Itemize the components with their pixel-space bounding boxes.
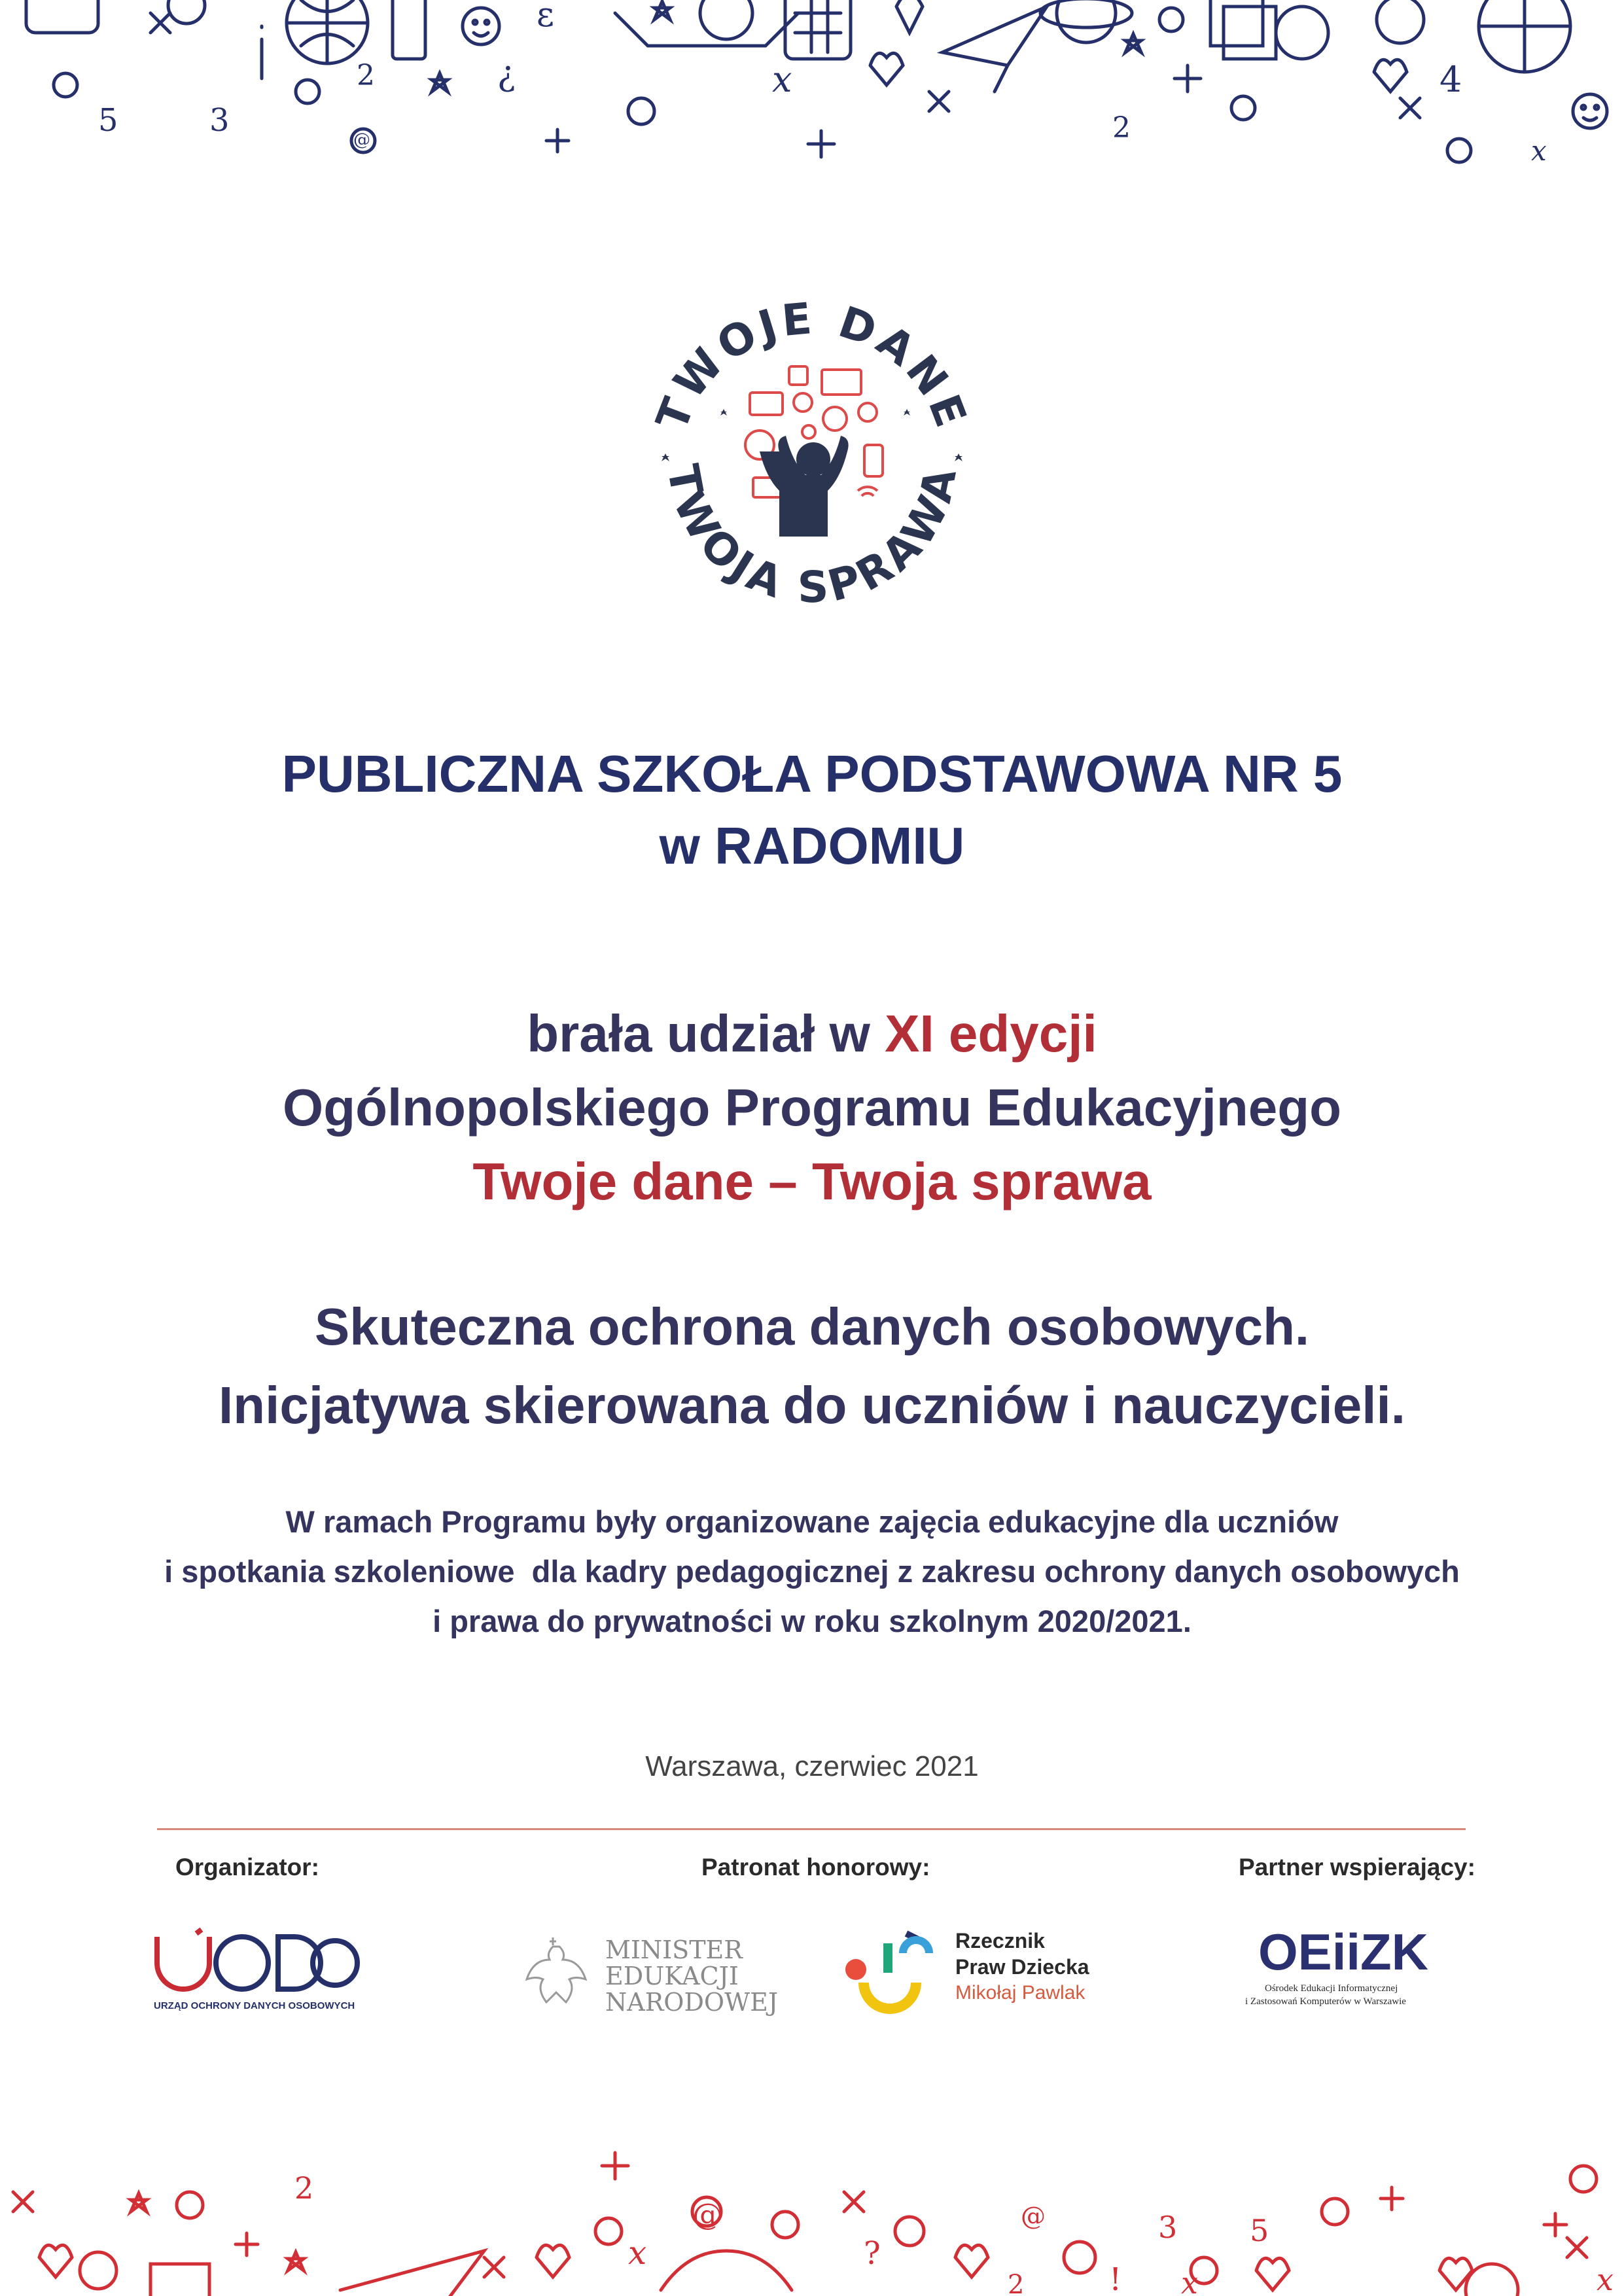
school-name-line2: w RADOMIU <box>659 817 965 875</box>
edition-label: XI edycji <box>885 1004 1097 1063</box>
svg-text:2: 2 <box>1112 111 1131 145</box>
svg-text:3: 3 <box>1158 2210 1178 2245</box>
top-doodle-border <box>0 0 1624 196</box>
rpd-line2: Praw Dziecka <box>955 1955 1089 1979</box>
rpd-logo <box>844 1920 1119 2019</box>
description-line3: i prawa do prywatności w roku szkolnym 2020/2021. <box>432 1604 1192 1638</box>
bottom-doodle-border <box>0 2140 1624 2296</box>
svg-text:3: 3 <box>209 102 230 139</box>
tagline-line2: Inicjatywa skierowana do uczniów i nauczycieli. <box>219 1376 1405 1434</box>
tagline <box>0 1288 1624 1445</box>
svg-text:@: @ <box>1021 2202 1046 2231</box>
svg-text:?: ? <box>864 2235 881 2272</box>
svg-text:¿: ¿ <box>497 54 516 94</box>
oeiizk-logo <box>1239 1920 1468 2012</box>
svg-text:2: 2 <box>294 2170 314 2206</box>
school-name-line1: PUBLICZNA SZKOŁA PODSTAWOWA NR 5 <box>281 745 1343 803</box>
description <box>0 1497 1624 1646</box>
svg-text:@: @ <box>692 2197 722 2232</box>
men-line2: EDUKACJI <box>605 1962 739 1990</box>
organizer-label: Organizator: <box>175 1854 319 1881</box>
svg-text:x: x <box>628 2234 647 2272</box>
men-logo <box>520 1934 795 2019</box>
oeiizk-line1: Ośrodek Edukacji Informatycznej <box>1265 1983 1398 1994</box>
participation-line1 <box>0 997 1624 1070</box>
footer-divider <box>157 1828 1466 1830</box>
svg-text:2: 2 <box>1008 2270 1025 2296</box>
patron-label: Patronat honorowy: <box>701 1854 930 1881</box>
svg-text:5: 5 <box>1250 2213 1269 2248</box>
logo-top-text: TWOJE DANE <box>646 292 978 438</box>
svg-text:ε: ε <box>537 0 554 35</box>
svg-text:x: x <box>1181 2265 1198 2296</box>
description-line1: W ramach Programu były organizowane zajęcia edukacyjne dla uczniów <box>285 1504 1339 1539</box>
svg-text:x: x <box>772 59 792 100</box>
rpd-line3: Mikołaj Pawlak <box>955 1982 1086 2004</box>
oeiizk-line2: i Zastosowań Komputerów w Warszawie <box>1245 1996 1406 2007</box>
svg-text:!: ! <box>1109 2261 1122 2296</box>
rpd-line1: Rzecznik <box>955 1929 1045 1952</box>
svg-text:4: 4 <box>1439 59 1462 100</box>
school-name <box>0 738 1624 882</box>
twoje-dane-logo <box>642 288 982 628</box>
men-line1: MINISTER <box>605 1935 743 1964</box>
tagline-line1: Skuteczna ochrona danych osobowych. <box>314 1298 1310 1356</box>
uodo-logo <box>150 1924 360 2022</box>
svg-text:x: x <box>1597 2262 1614 2296</box>
men-line3: NARODOWEJ <box>605 1988 779 2017</box>
uodo-caption: URZĄD OCHRONY DANYCH OSOBOWYCH <box>154 2000 355 2011</box>
logo-bottom-text: TWOJA SPRAWA <box>657 460 967 613</box>
program-name: Twoje dane – Twoja sprawa <box>472 1152 1152 1210</box>
partner-label: Partner wspierający: <box>1239 1854 1475 1881</box>
oeiizk-mark: OEiiZK <box>1258 1923 1429 1981</box>
svg-text:2: 2 <box>357 59 375 92</box>
participation-statement <box>0 997 1624 1218</box>
svg-text:TWOJE DANE <box>646 293 978 437</box>
svg-text:5: 5 <box>98 102 118 139</box>
description-line2: i spotkania szkoleniowe dla kadry pedagogicznej z zakresu ochrony danych osobowych <box>164 1554 1460 1589</box>
place-date: Warszawa, czerwiec 2021 <box>645 1750 979 1782</box>
program-label: Ogólnopolskiego Programu Edukacyjnego <box>282 1078 1341 1137</box>
svg-text:@: @ <box>353 130 370 150</box>
participation-prefix: brała udział w <box>527 1004 885 1063</box>
svg-text:x: x <box>1531 135 1547 167</box>
